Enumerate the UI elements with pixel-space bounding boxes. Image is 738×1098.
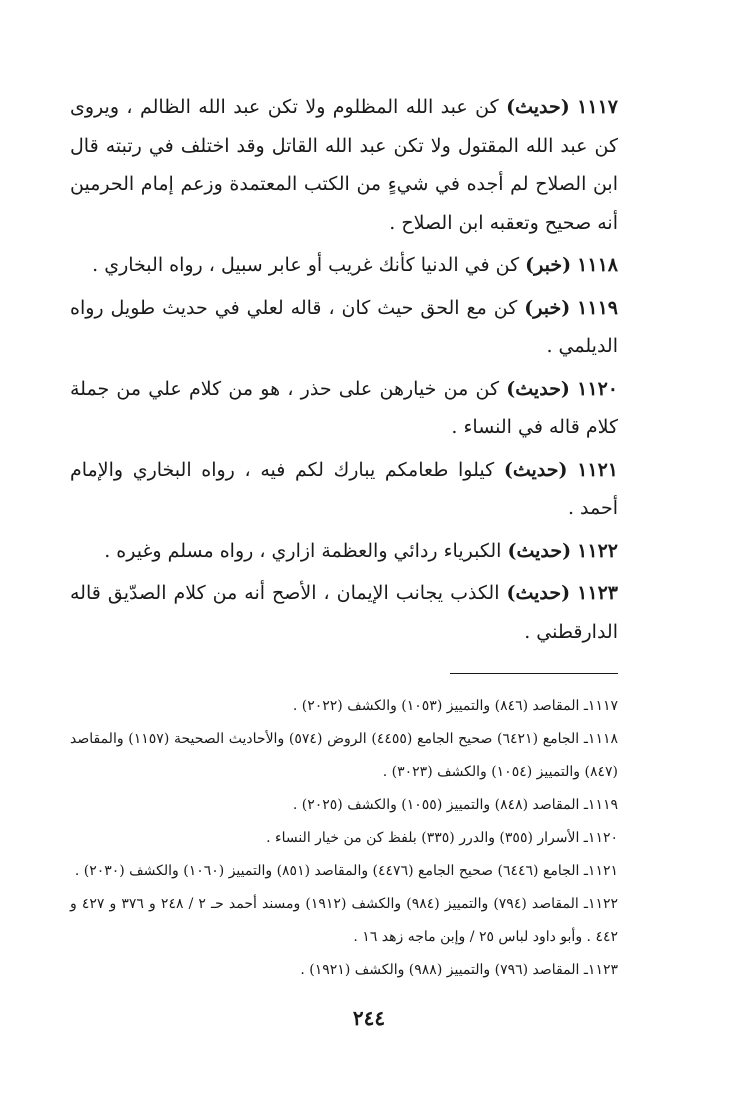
entry-1118 bbox=[70, 246, 618, 285]
entry-text: كن عبد الله المظلوم ولا تكن عبد الله الظالم ، ويروى كن عبد الله المقتول ولا تكن عبد الله القاتل وقد اختلف في رتبته قال ابن الصلاح لم أجده في شيءٍ من الكتب المعتمدة وزعم إمام الحرمين أنه صحيح وتعقبه ابن الصلاح . bbox=[70, 96, 618, 234]
entry-text: الكذب يجانب الإيمان ، الأصح أنه من كلام الصدّيق قاله الدارقطني . bbox=[70, 582, 618, 643]
footnote-1122: ١١٢٢ـ المقاصد (٧٩٤) والتمييز (٩٨٤) والكشف (١٩١٢) ومسند أحمد حـ ٢ / ٢٤٨ و ٣٧٦ و ٤٢٧ و ٤٤٢ . وأبو داود لباس ٢٥ / وإبن ماجه زهد ١٦ . bbox=[70, 896, 619, 945]
footnote-1119: ١١١٩ـ المقاصد (٨٤٨) والتمييز (١٠٥٥) والكشف (٢٠٢٥) . bbox=[292, 797, 618, 813]
page-number: ٢٤٤ bbox=[352, 1006, 386, 1030]
footnote-divider bbox=[450, 673, 618, 674]
entry-tag: (حديث) bbox=[503, 458, 568, 481]
entry-text: كيلوا طعامكم يبارك لكم فيه ، رواه البخاري والإمام أحمد . bbox=[70, 458, 618, 519]
entry-1119 bbox=[70, 289, 618, 366]
entry-text: كن مع الحق حيث كان ، قاله لعلي في حديث طويل رواه الديلمي . bbox=[70, 296, 618, 357]
entry-tag: (خبر) bbox=[525, 254, 572, 276]
footnotes bbox=[70, 690, 618, 987]
footnote-1118: ١١١٨ـ الجامع (٦٤٢١) صحيح الجامع (٤٤٥٥) الروض (٥٧٤) والأحاديث الصحيحة (١١٥٧) والمقاصد (٨٤٧) والتمييز (١٠٥٤) والكشف (٣٠٢٣) . bbox=[70, 731, 618, 780]
entry-1117 bbox=[70, 88, 618, 242]
entry-tag: (حديث) bbox=[507, 539, 572, 562]
entry-1120 bbox=[70, 370, 618, 447]
entry-number: ١١١٧ bbox=[577, 96, 618, 118]
entry-tag: (حديث) bbox=[506, 377, 570, 400]
entry-number: ١١٢١ bbox=[577, 458, 619, 481]
entry-1122 bbox=[70, 532, 618, 571]
entry-text: كن من خيارهن على حذر ، هو من كلام علي من جملة كلام قاله في النساء . bbox=[70, 377, 618, 438]
main-text bbox=[70, 88, 618, 651]
entry-tag: (حديث) bbox=[506, 96, 570, 118]
entry-number: ١١٢٢ bbox=[577, 539, 618, 562]
entry-number: ١١٢٣ bbox=[577, 582, 618, 604]
entry-number: ١١١٨ bbox=[577, 254, 618, 276]
footnote-1121: ١١٢١ـ الجامع (٦٤٤٦) صحيح الجامع (٤٤٧٦) والمقاصد (٨٥١) والتمييز (١٠٦٠) والكشف (٢٠٣٠) . bbox=[74, 863, 618, 879]
footnote-1123: ١١٢٣ـ المقاصد (٧٩٦) والتمييز (٩٨٨) والكشف (١٩٢١) . bbox=[300, 962, 618, 978]
footnote-1120: ١١٢٠ـ الأسرار (٣٥٥) والدرر (٣٣٥) بلفظ كن من خيار النساء . bbox=[266, 830, 618, 846]
entry-text: كن في الدنيا كأنك غريب أو عابر سبيل ، رواه البخاري . bbox=[92, 254, 520, 276]
entry-1123 bbox=[70, 574, 618, 651]
entry-tag: (حديث) bbox=[506, 582, 571, 604]
entry-tag: (خبر) bbox=[524, 296, 571, 319]
entry-text: الكبرياء ردائي والعظمة ازاري ، رواه مسلم وغيره . bbox=[104, 539, 502, 562]
entry-1121 bbox=[70, 451, 618, 528]
footnote-1117: ١١١٧ـ المقاصد (٨٤٦) والتمييز (١٠٥٣) والكشف (٢٠٢٢) . bbox=[292, 698, 618, 714]
entry-number: ١١٢٠ bbox=[577, 377, 618, 400]
entry-number: ١١١٩ bbox=[577, 296, 618, 319]
